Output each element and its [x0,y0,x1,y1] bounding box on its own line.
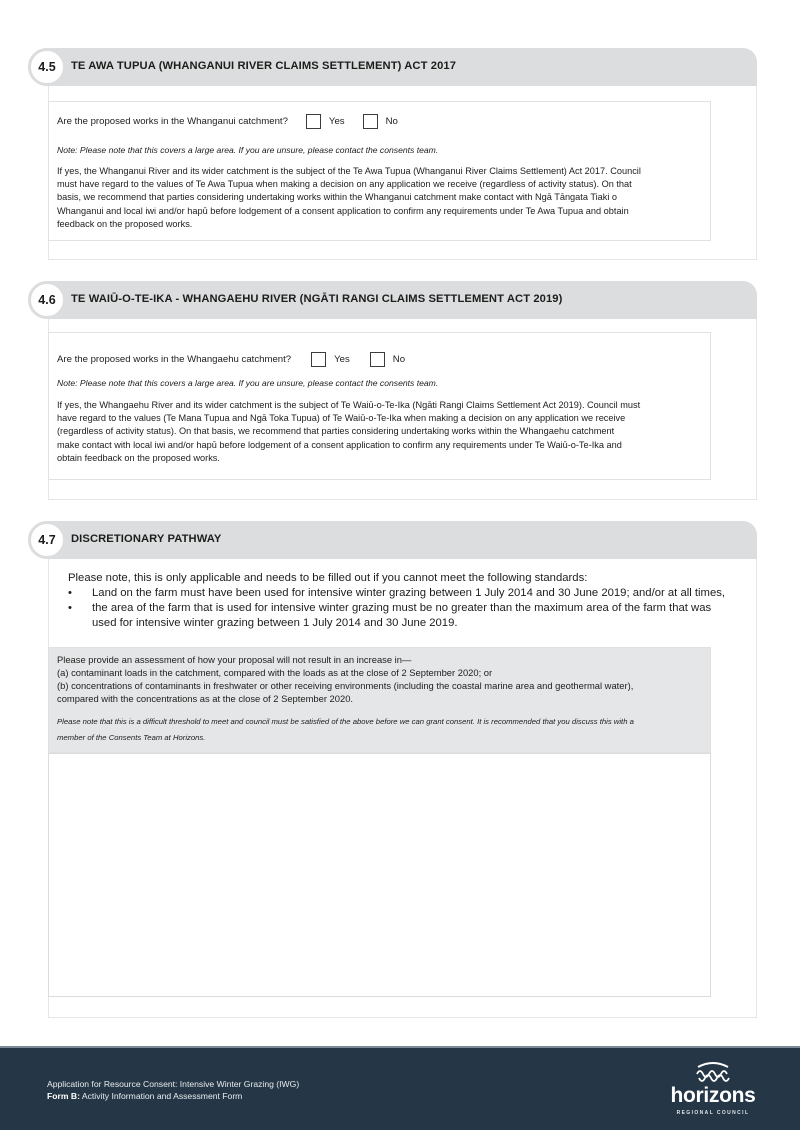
paragraph-line: make contact with local iwi and/or hapū before lodgement of a consent application to confirm any requirements under Te Waiū-o-Te-Ika and [57,439,622,450]
section-4-5 [28,48,757,260]
section-title: DISCRETIONARY PATHWAY [71,533,222,545]
note-text: Note: Please note that this covers a large area. If you are unsure, please contact the consents team. [57,145,439,155]
assessment-answer-textarea[interactable] [48,753,711,997]
yes-label: Yes [334,354,350,365]
info-paragraph [57,399,707,465]
section-title: TE WAIŪ-O-TE-IKA - WHANGAEHU RIVER (NGĀTI RANGI CLAIMS SETTLEMENT ACT 2019) [71,293,563,305]
paragraph-line: feedback on the proposed works. [57,218,193,229]
no-checkbox[interactable] [370,352,385,367]
paragraph-line: (regardless of activity status). On that basis, we recommend that parties considering undertaking works within the Whangaehu catchment [57,426,615,437]
footer-form-name: Activity Information and Assessment Form [79,1091,243,1101]
yes-checkbox[interactable] [311,352,326,367]
no-label: No [385,116,398,127]
bullet-text: Land on the farm must have been used for intensive winter grazing between 1 July 2014 and 30 June 2019; and/or at all times, [92,587,726,599]
paragraph-line: obtain feedback on the proposed works. [57,452,220,463]
logo-tagline: REGIONAL COUNCIL [676,1110,750,1116]
paragraph-line: have regard to the values (Te Mana Tupua and Ngā Toka Tupua) of Te Waiū-o-Te-Ika when making a decision on any application we receive [57,413,626,424]
question-row [57,114,398,129]
question-label: Are the proposed works in the Whangaehu catchment? [57,354,292,365]
paragraph-line: Whanganui and local iwi and/or hapū before lodgement of a consent application to confirm any requirements under Te Awa Tupua and obtain [57,205,629,216]
logo-wordmark: horizons [670,1084,756,1107]
no-checkbox[interactable] [363,114,378,129]
section-4-6 [28,281,757,501]
section-number-badge: 4.7 [28,521,66,559]
section-number-badge: 4.6 [28,281,66,319]
question-box [48,332,711,480]
assessment-instructions [48,647,711,753]
question-box [48,101,711,241]
assessment-note-line: member of the Consents Team at Horizons. [57,733,206,742]
assessment-line: (a) contaminant loads in the catchment, compared with the loads as at the close of 2 September 2020; or [57,667,493,678]
note-text: Note: Please note that this covers a large area. If you are unsure, please contact the consents team. [57,378,439,388]
section-number-badge: 4.5 [28,48,66,86]
bullet-dot: • [68,602,72,614]
section-title: TE AWA TUPUA (WHANGANUI RIVER CLAIMS SETTLEMENT) ACT 2017 [71,60,457,72]
assessment-note-line: Please note that this is a difficult threshold to meet and council must be satisfied of the above before we can grant consent. It is recommended that you discuss this with a [57,717,634,726]
question-row [57,352,405,367]
intro-text: Please note, this is only applicable and needs to be filled out if you cannot meet the following standards: [68,572,588,584]
question-label: Are the proposed works in the Whanganui catchment? [57,116,288,127]
bullet-dot: • [68,587,72,599]
bullet-text: used for intensive winter grazing between 1 July 2014 and 30 June 2019. [92,617,458,629]
footer-form-label: Form B: [47,1091,80,1101]
page-footer [0,1046,800,1130]
info-paragraph [57,165,707,231]
section-4-7 [28,521,757,1019]
yes-checkbox[interactable] [306,114,321,129]
horizons-logo [668,1060,758,1120]
yes-label: Yes [328,116,345,127]
assessment-line: compared with the concentrations as at the close of 2 September 2020. [57,693,354,704]
paragraph-line: must have regard to the values of Te Awa Tupua when making a decision on any application we receive (regardless of activity status). On that [57,179,632,190]
footer-form-title: Application for Resource Consent: Intensive Winter Grazing (IWG) [47,1079,300,1089]
assessment-line: Please provide an assessment of how your proposal will not result in an increase in— [57,654,412,665]
bullet-text: the area of the farm that is used for intensive winter grazing must be no greater than the maximum area of the farm that was [92,602,712,614]
paragraph-line: If yes, the Whanganui River and its wider catchment is the subject of the Te Awa Tupua (Whanganui River Claims Settlement) Act 2017. Council [57,166,641,176]
horizons-wave-icon [668,1060,758,1086]
assessment-note [57,714,707,746]
assessment-line: (b) concentrations of contaminants in freshwater or other receiving environments (including the coastal marine area and geothermal water), [57,680,634,691]
paragraph-line: If yes, the Whangaehu River and its wider catchment is the subject of Te Waiū-o-Te-Ika (Ngāti Rangi Claims Settlement Act 2019). Council must [57,400,641,410]
paragraph-line: basis, we recommend that parties considering undertaking works within the Whanganui catchment make contact with Ngā Tāngata Tiaki o [57,192,618,203]
footer-form-subtitle [47,1091,242,1101]
no-label: No [392,354,406,365]
